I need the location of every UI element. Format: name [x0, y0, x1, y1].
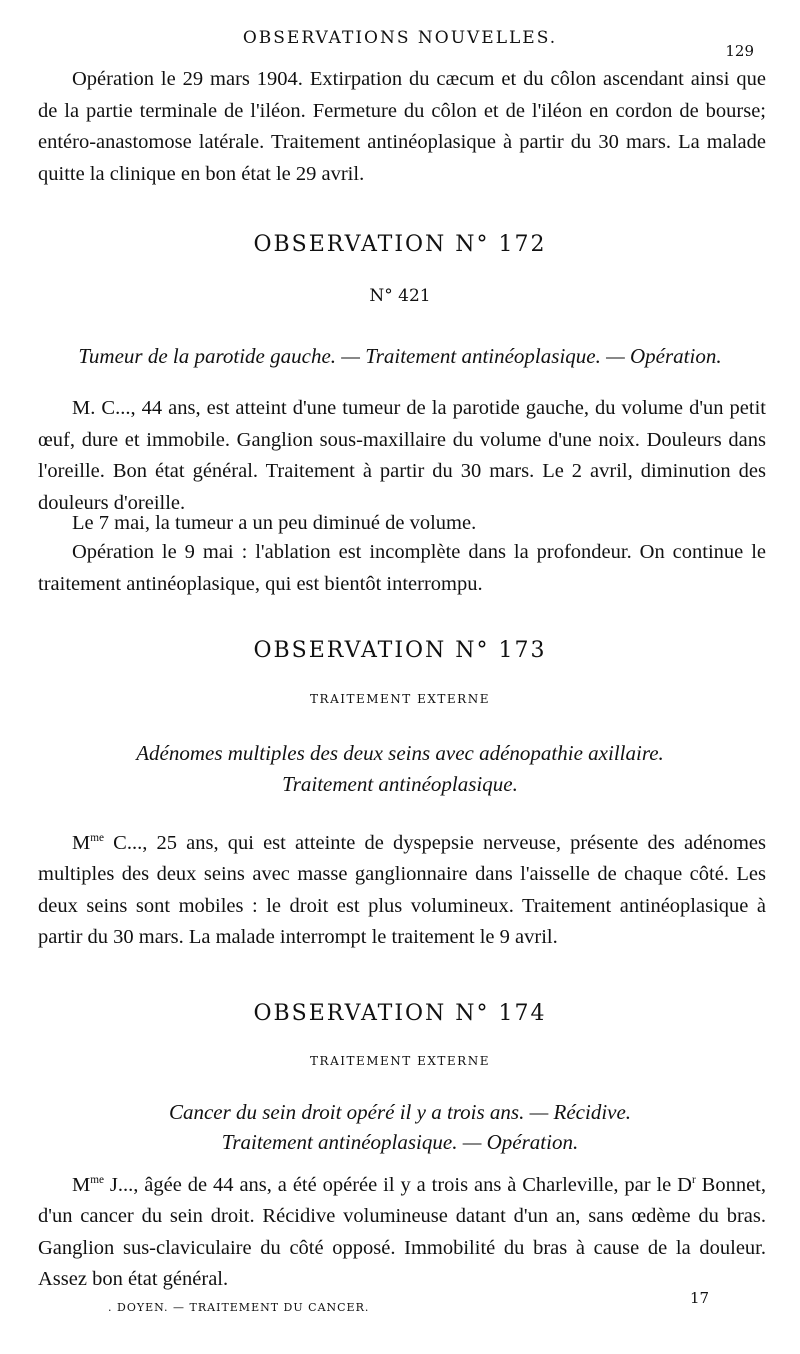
- title-mme: $M^{me}$: [72, 831, 104, 854]
- footer-signature: . DOYEN. — TRAITEMENT DU CANCER.: [108, 1301, 370, 1314]
- observation-172-subtitle: Tumeur de la parotide gauche. — Traitement antinéoplasique. — Opération.: [78, 344, 722, 368]
- observation-172-paragraph-3: Opération le 9 mai : l'ablation est incomplète dans la profondeur. On continue le traitement antinéoplasique, qui est bientôt interrompu.: [38, 541, 766, 595]
- observation-172-number: N° 421: [369, 286, 431, 306]
- observation-174-subtitle-line1: Cancer du sein droit opéré il y a trois ans. — Récidive.: [168, 1100, 632, 1124]
- observation-174-label: TRAITEMENT EXTERNE: [310, 1054, 490, 1068]
- observation-173-title: OBSERVATION N° 173: [253, 638, 547, 663]
- intro-paragraph: Opération le 29 mars 1904. Extirpation du cæcum et du côlon ascendant ainsi que de la partie terminale de l'iléon. Fermeture du côlon et de l'iléon en cordon de bourse; entéro-anastomose latérale. Traitement antinéoplasique à partir du 30 mars. La malade quitte la clinique en bon état le 29 avril.: [38, 68, 766, 185]
- running-title: OBSERVATIONS NOUVELLES.: [242, 28, 558, 48]
- observation-173-subtitle-line1: Adénomes multiples des deux seins avec adénopathie axillaire.: [136, 741, 664, 765]
- page-number: 129: [725, 42, 754, 60]
- observation-172-paragraph-2: Le 7 mai, la tumeur a un peu diminué de volume.: [72, 512, 477, 534]
- observation-173-subtitle-line2: Traitement antinéoplasique.: [282, 772, 518, 796]
- observation-174-subtitle-line2: Traitement antinéoplasique. — Opération.: [221, 1130, 579, 1154]
- observation-172-title: OBSERVATION N° 172: [253, 232, 547, 257]
- observation-174-paragraph: $M^{me}$ J..., âgée de 44 ans, a été opérée il y a trois ans à Charleville, par le $D^r$ Bonnet, d'un cancer du sein droit. Récidive volumineuse datant d'un an, sans œdème du bras. Ganglion sus-claviculaire du côté opposé. Immobilité du bras à cause de la douleur. Assez bon état général.: [38, 1173, 767, 1291]
- observation-173-label: TRAITEMENT EXTERNE: [310, 692, 490, 706]
- title-mme: $M^{me}$: [72, 1173, 104, 1196]
- observation-173-paragraph: $M^{me}$ C..., 25 ans, qui est atteinte de dyspepsie nerveuse, présente des adénomes multiples des deux seins avec masse ganglionnaire dans l'aisselle de chaque côté. Les deux seins sont mobiles : le droit est plus volumineux. Traitement antinéoplasique à partir du 30 mars. La malade interrompt le traitement le 9 avril.: [38, 831, 766, 949]
- footer-sheet-number: 17: [690, 1289, 710, 1307]
- observation-174-title: OBSERVATION N° 174: [253, 1001, 547, 1026]
- observation-172-paragraph-1: M. C..., 44 ans, est atteint d'une tumeur de la parotide gauche, du volume d'un petit œuf, dure et immobile. Ganglion sous-maxillaire du volume d'une noix. Douleurs dans l'oreille. Bon état général. Traitement à partir du 30 mars. Le 2 avril, diminution des douleurs d'oreille.: [38, 397, 766, 514]
